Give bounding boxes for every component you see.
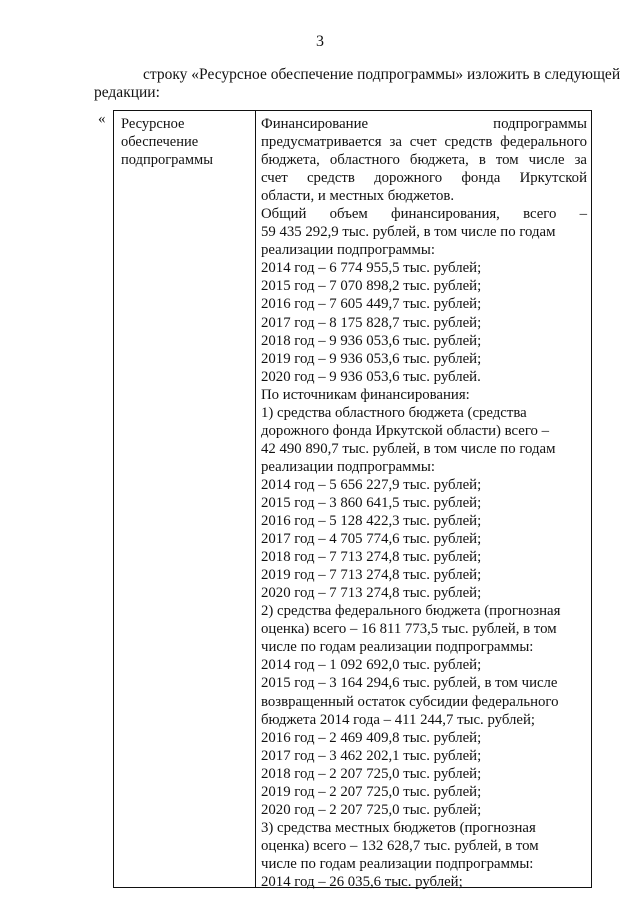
content-line: дорожного фонда Иркутской области) всего – <box>261 422 550 439</box>
content-line: 2014 год – 1 092 692,0 тыс. рублей; <box>261 657 482 674</box>
table-cell-content <box>261 115 587 891</box>
content-line: 2018 год – 7 713 274,8 тыс. рублей; <box>261 549 482 566</box>
content-line: 2018 год – 2 207 725,0 тыс. рублей; <box>261 765 482 782</box>
content-line: 2018 год – 9 936 053,6 тыс. рублей; <box>261 332 482 349</box>
content-line: реализации подпрограммы: <box>261 242 435 259</box>
resource-table <box>113 110 592 888</box>
content-line: оценка) всего – 16 811 773,5 тыс. рублей, в том <box>261 621 557 638</box>
opening-quote-mark: « <box>98 111 106 127</box>
content-line: 2020 год – 2 207 725,0 тыс. рублей; <box>261 801 482 818</box>
content-line: 3) средства местных бюджетов (прогнозная <box>261 819 536 836</box>
intro-line-1: строку «Ресурсное обеспечение подпрограммы» изложить в следующей <box>143 66 621 83</box>
content-line: 2016 год – 2 469 409,8 тыс. рублей; <box>261 729 482 746</box>
content-line: 2017 год – 8 175 828,7 тыс. рублей; <box>261 314 482 331</box>
label-line: Ресурсное <box>121 116 185 132</box>
table-cell-label <box>121 115 251 169</box>
content-line: оценка) всего – 132 628,7 тыс. рублей, в том <box>261 837 539 854</box>
content-line: предусматривается за счет средств федерального <box>261 134 587 151</box>
content-line: 2017 год – 3 462 202,1 тыс. рублей; <box>261 747 482 764</box>
content-line: бюджета, областного бюджета, в том числе за <box>261 152 587 169</box>
content-line: Общий объем финансирования, всего – <box>261 206 587 223</box>
content-line: 2014 год – 6 774 955,5 тыс. рублей; <box>261 260 482 277</box>
content-line: 42 490 890,7 тыс. рублей, в том числе по годам <box>261 440 556 457</box>
content-line: 2019 год – 9 936 053,6 тыс. рублей; <box>261 350 482 367</box>
content-line: 2020 год – 9 936 053,6 тыс. рублей. <box>261 368 481 385</box>
content-line: 2019 год – 2 207 725,0 тыс. рублей; <box>261 783 482 800</box>
page-number: 3 <box>316 33 324 50</box>
content-line: 2) средства федерального бюджета (прогнозная <box>261 603 561 620</box>
content-line: 2019 год – 7 713 274,8 тыс. рублей; <box>261 567 482 584</box>
content-line: возвращенный остаток субсидии федерального <box>261 693 559 710</box>
content-line: 2015 год – 7 070 898,2 тыс. рублей; <box>261 278 482 295</box>
intro-paragraph <box>94 66 621 102</box>
content-line: бюджета 2014 года – 411 244,7 тыс. рублей; <box>261 711 535 728</box>
content-line: области, и местных бюджетов. <box>261 188 455 205</box>
label-line: обеспечение <box>121 134 199 150</box>
content-line: числе по годам реализации подпрограммы: <box>261 855 534 872</box>
content-line: реализации подпрограммы: <box>261 458 435 475</box>
content-line: 2020 год – 7 713 274,8 тыс. рублей; <box>261 585 482 602</box>
content-line: Финансирование подпрограммы <box>261 116 587 132</box>
content-line: 2014 год – 26 035,6 тыс. рублей; <box>261 873 463 890</box>
content-line: 2014 год – 5 656 227,9 тыс. рублей; <box>261 476 482 493</box>
content-line: 2015 год – 3 860 641,5 тыс. рублей; <box>261 494 482 511</box>
content-line: числе по годам реализации подпрограммы: <box>261 639 534 656</box>
content-line: счет средств дорожного фонда Иркутской <box>261 170 587 187</box>
label-line: подпрограммы <box>121 152 213 168</box>
table-column-divider <box>255 111 256 887</box>
content-line: 2017 год – 4 705 774,6 тыс. рублей; <box>261 531 482 548</box>
content-line: 59 435 292,9 тыс. рублей, в том числе по годам <box>261 224 556 241</box>
intro-line-2: редакции: <box>94 84 160 101</box>
content-line: По источникам финансирования: <box>261 386 470 403</box>
content-line: 2016 год – 5 128 422,3 тыс. рублей; <box>261 513 482 530</box>
content-line: 1) средства областного бюджета (средства <box>261 404 527 421</box>
content-line: 2016 год – 7 605 449,7 тыс. рублей; <box>261 296 482 313</box>
content-line: 2015 год – 3 164 294,6 тыс. рублей, в том числе <box>261 675 558 692</box>
